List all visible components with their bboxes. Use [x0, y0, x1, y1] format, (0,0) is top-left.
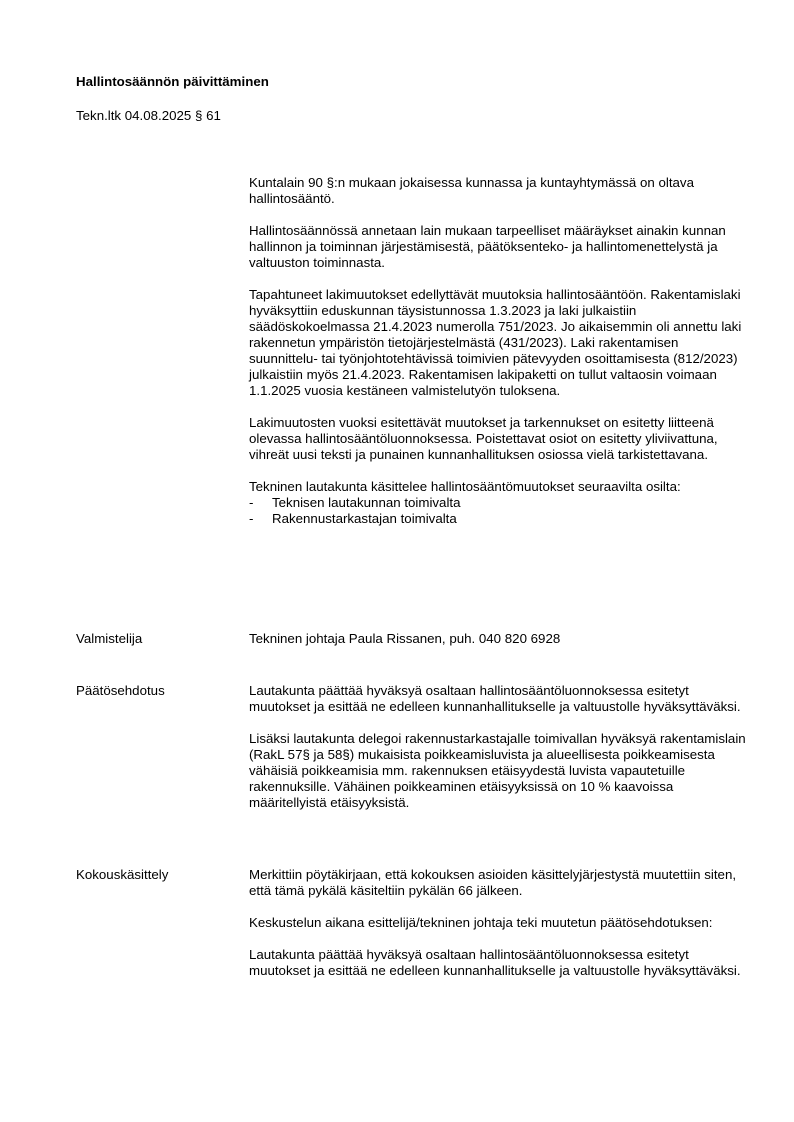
- intro-paragraph: Kuntalain 90 §:n mukaan jokaisessa kunnassa ja kuntayhtymässä on oltava hallintosääntö.: [249, 175, 694, 206]
- intro-paragraph: Tapahtuneet lakimuutokset edellyttävät muutoksia hallintosääntöön. Rakentamislaki hyväksyttiin eduskunnan täysistunnossa 1.3.2023 ja laki julkaistiin säädöskokoelmassa 21.4.2023 numerolla 751/2023. Jo aikaisemmin oli annettu laki rakennetun ympäristön tietojärjestelmästä (431/2023). Laki rakentamisen suunnittelu- tai työnjohtotehtävissä toimivien pätevyyden osoittamisesta (812/2023) julkaistiin myös 21.4.2023. Rakentamisen lakipaketti on tullut valtaosin voimaan 1.1.2025 vuosia kestäneen valmistelutyön tuloksena.: [249, 287, 742, 398]
- intro-section: [249, 175, 749, 527]
- list-item: - Teknisen lautakunnan toimivalta: [249, 495, 749, 511]
- intro-paragraph: Tekninen lautakunta käsittelee hallintosääntömuutokset seuraavilta osilta:: [249, 479, 681, 494]
- meeting-reference: Tekn.ltk 04.08.2025 § 61: [76, 108, 221, 123]
- paatosehdotus-label: Päätösehdotus: [76, 683, 165, 698]
- valmistelija-text: Tekninen johtaja Paula Rissanen, puh. 040 820 6928: [249, 631, 561, 646]
- proposal-paragraph: Lautakunta päättää hyväksyä osaltaan hallintosääntöluonnoksessa esitetyt muutokset ja esittää ne edelleen kunnanhallitukselle ja valtuustolle hyväksyttäväksi.: [249, 683, 741, 714]
- meeting-paragraph: Keskustelun aikana esittelijä/tekninen johtaja teki muutetun päätösehdotuksen:: [249, 915, 713, 930]
- intro-paragraph: Hallintosäännössä annetaan lain mukaan tarpeelliset määräykset ainakin kunnan hallinnon ja toiminnan järjestämisestä, päätöksenteko- ja hallintomenettelystä ja valtuuston toiminnasta.: [249, 223, 726, 270]
- scope-list: [249, 495, 749, 527]
- list-item: - Rakennustarkastajan toimivalta: [249, 511, 749, 527]
- meeting-paragraph: Lautakunta päättää hyväksyä osaltaan hallintosääntöluonnoksessa esitetyt muutokset ja esittää ne edelleen kunnanhallitukselle ja valtuustolle hyväksyttäväksi.: [249, 947, 741, 978]
- paatosehdotus-section: [249, 683, 749, 811]
- kokouskasittely-section: [249, 867, 749, 979]
- intro-paragraph: Lakimuutosten vuoksi esitettävät muutokset ja tarkennukset on esitetty liitteenä olevassa hallintosääntöluonnoksessa. Poistettavat osiot on esitetty yliviivattuna, vihreät uusi teksti ja punainen kunnanhallituksen osiossa vielä tarkistettavana.: [249, 415, 718, 462]
- document-title: Hallintosäännön päivittäminen: [76, 74, 269, 89]
- proposal-paragraph: Lisäksi lautakunta delegoi rakennustarkastajalle toimivallan hyväksyä rakentamislain (RakL 57§ ja 58§) mukaisista poikkeamisluvista ja alueellisesta poikkeamisesta vähäisiä poikkeamisia mm. rakennuksen etäisyydestä luvista vapautetuille rakennuksille. Vähäinen poikkeaminen etäisyyksissä on 10 % kaavoissa määritellyistä etäisyyksistä.: [249, 731, 746, 810]
- meeting-paragraph: Merkittiin pöytäkirjaan, että kokouksen asioiden käsittelyjärjestystä muutettiin siten, että tämä pykälä käsiteltiin pykälän 66 jälkeen.: [249, 867, 737, 898]
- valmistelija-label: Valmistelija: [76, 631, 143, 646]
- kokouskasittely-label: Kokouskäsittely: [76, 867, 169, 882]
